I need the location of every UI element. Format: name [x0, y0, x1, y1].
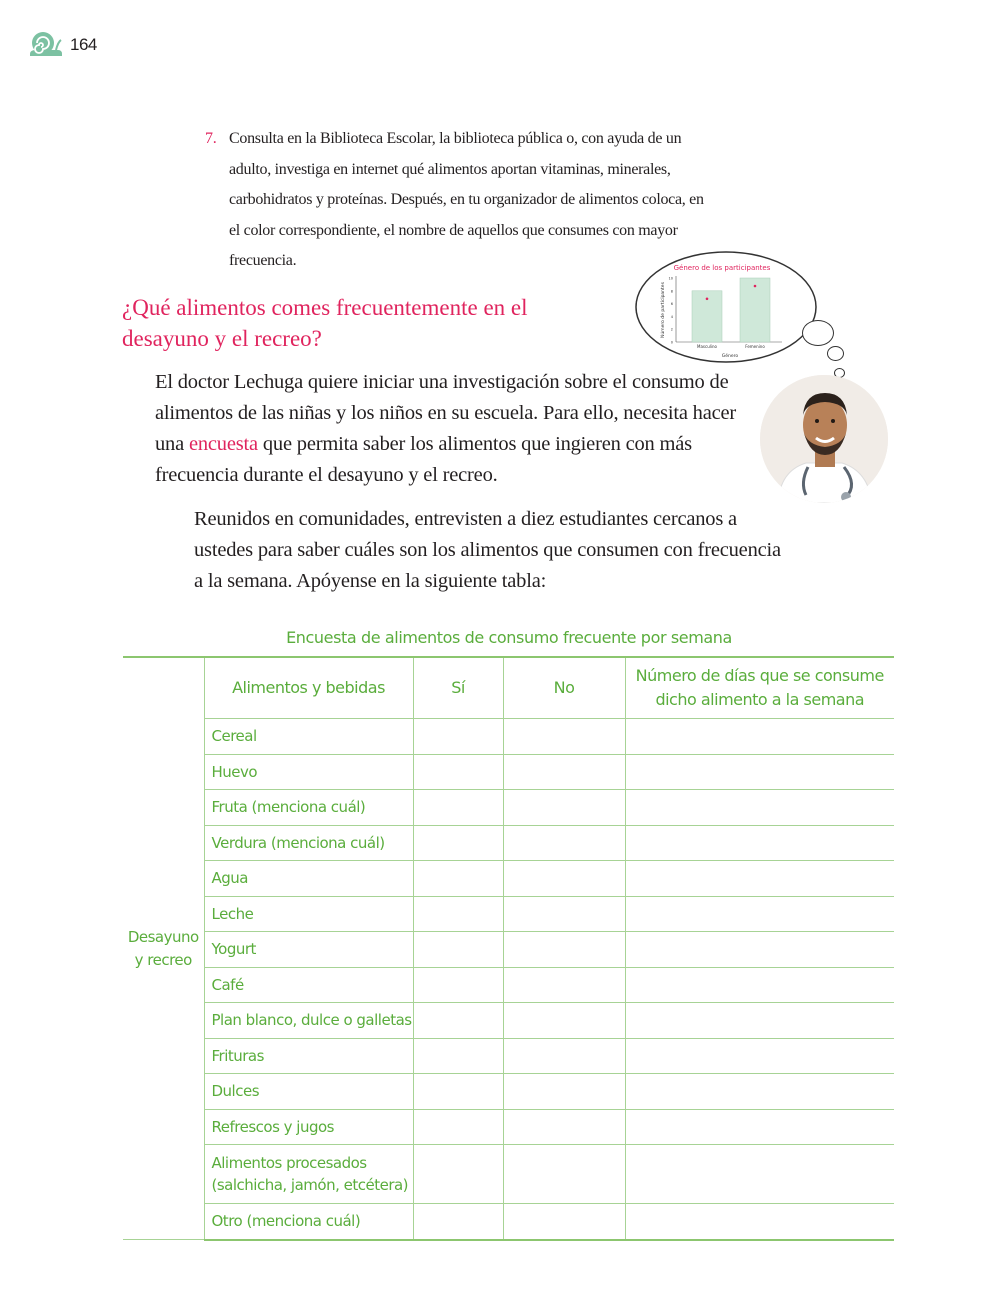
answer-no-cell[interactable]: [503, 1038, 625, 1074]
chart-xlabel: Género: [721, 354, 739, 359]
food-item-label: Alimentos procesados (salchicha, jamón, etcétera): [204, 1145, 413, 1204]
thought-dot-medium: [827, 346, 844, 361]
food-item-label: Cereal: [204, 719, 413, 755]
answer-no-cell[interactable]: [503, 1145, 625, 1204]
encuesta-term: encuesta: [188, 433, 258, 455]
answer-yes-cell[interactable]: [413, 896, 503, 932]
answer-yes-cell[interactable]: [413, 790, 503, 826]
chart-category-label: Masculino: [697, 344, 717, 349]
table-row: [123, 790, 894, 826]
food-item-label: Huevo: [204, 754, 413, 790]
answer-yes-cell[interactable]: [413, 1074, 503, 1110]
answer-yes-cell[interactable]: [413, 1109, 503, 1145]
table-row: [123, 1074, 894, 1110]
answer-no-cell[interactable]: [503, 790, 625, 826]
food-item-label: Plan blanco, dulce o galletas: [204, 1003, 413, 1039]
answer-yes-cell[interactable]: [413, 754, 503, 790]
answer-no-cell[interactable]: [503, 1109, 625, 1145]
answer-no-cell[interactable]: [503, 896, 625, 932]
group-cell: [123, 657, 204, 1240]
table-header-row: [123, 657, 894, 719]
thought-chart: [634, 250, 820, 366]
table-row: [123, 719, 894, 755]
days-count-cell[interactable]: [625, 1145, 894, 1204]
intro-text-after: que permita saber los alimentos que ingieren con más frecuencia durante el desayuno y el recreo.: [155, 433, 692, 486]
food-item-label: Fruta (menciona cuál): [204, 790, 413, 826]
days-count-cell[interactable]: [625, 896, 894, 932]
table-title: Encuesta de alimentos de consumo frecuente por semana: [286, 628, 732, 647]
group-label: Desayuno y recreo: [127, 927, 199, 969]
chart-bar-marker: [754, 285, 757, 288]
table-row: [123, 754, 894, 790]
days-count-cell[interactable]: [625, 861, 894, 897]
answer-no-cell[interactable]: [503, 719, 625, 755]
answer-yes-cell[interactable]: [413, 719, 503, 755]
table-row: [123, 967, 894, 1003]
page-header: [28, 30, 97, 60]
table-row: [123, 1038, 894, 1074]
days-count-cell[interactable]: [625, 967, 894, 1003]
answer-yes-cell[interactable]: [413, 932, 503, 968]
table-row: [123, 861, 894, 897]
food-item-label: Verdura (menciona cuál): [204, 825, 413, 861]
table-row: [123, 825, 894, 861]
food-item-label: Dulces: [204, 1074, 413, 1110]
intro-paragraph: [155, 367, 745, 491]
food-item-label: Leche: [204, 896, 413, 932]
food-item-label: Refrescos y jugos: [204, 1109, 413, 1145]
step-text: Consulta en la Biblioteca Escolar, la biblioteca pública o, con ayuda de un adulto, investiga en internet qué alimentos aportan vitaminas, minerales, carbohidratos y proteínas. Después, en tu organizador de alimentos coloca, en el color correspondiente, el nombre de aquellos que consumes con mayor frecuencia.: [229, 130, 704, 269]
food-item-label: Otro (menciona cuál): [204, 1204, 413, 1240]
answer-no-cell[interactable]: [503, 1003, 625, 1039]
answer-no-cell[interactable]: [503, 861, 625, 897]
table-row: [123, 1109, 894, 1145]
chart-category-label: Femenino: [745, 344, 765, 349]
answer-yes-cell[interactable]: [413, 825, 503, 861]
step-number: 7.: [205, 130, 217, 147]
table-row: [123, 896, 894, 932]
thought-dot-large: [802, 320, 834, 346]
days-count-cell[interactable]: [625, 719, 894, 755]
chart-tick-label: 0: [670, 340, 673, 345]
days-count-cell[interactable]: [625, 1109, 894, 1145]
food-item-label: Yogurt: [204, 932, 413, 968]
table-row: [123, 932, 894, 968]
food-item-label: Frituras: [204, 1038, 413, 1074]
answer-no-cell[interactable]: [503, 1204, 625, 1240]
intro-text-before: El doctor Lechuga quiere iniciar una investigación sobre el consumo de alimentos de las niñas y los niños en su escuela. Para ello, necesita hacer una: [155, 371, 737, 455]
answer-yes-cell[interactable]: [413, 1204, 503, 1240]
table-row: [123, 1204, 894, 1240]
instruction-paragraph: Reunidos en comunidades, entrevisten a diez estudiantes cercanos a ustedes para saber cuáles son los alimentos que consumen con frecuencia a la semana. Apóyense en la siguiente tabla:: [194, 508, 781, 592]
days-count-cell[interactable]: [625, 1038, 894, 1074]
survey-table: [123, 656, 894, 1241]
section-title: ¿Qué alimentos comes frecuentemente en el desayuno y el recreo?: [122, 295, 528, 351]
days-count-cell[interactable]: [625, 754, 894, 790]
answer-yes-cell[interactable]: [413, 1003, 503, 1039]
answer-no-cell[interactable]: [503, 825, 625, 861]
table-row: [123, 1003, 894, 1039]
header-items: Alimentos y bebidas: [204, 657, 413, 719]
header-yes: Sí: [413, 657, 503, 719]
food-item-label: Café: [204, 967, 413, 1003]
days-count-cell[interactable]: [625, 1003, 894, 1039]
table-row: [123, 1145, 894, 1204]
page-number: 164: [70, 35, 97, 54]
days-count-cell[interactable]: [625, 1204, 894, 1240]
answer-no-cell[interactable]: [503, 967, 625, 1003]
answer-yes-cell[interactable]: [413, 1145, 503, 1204]
answer-yes-cell[interactable]: [413, 1038, 503, 1074]
food-item-label: Agua: [204, 861, 413, 897]
thought-bubble: [634, 250, 820, 366]
doctor-avatar: [760, 375, 888, 503]
chart-tick-label: 8: [670, 289, 673, 294]
snail-icon: [28, 30, 64, 60]
chart-tick-label: 4: [670, 314, 673, 319]
chart-title: Género de los participantes: [673, 264, 771, 272]
step-7: [205, 124, 705, 277]
answer-no-cell[interactable]: [503, 754, 625, 790]
answer-yes-cell[interactable]: [413, 861, 503, 897]
chart-tick-label: 6: [670, 302, 673, 307]
days-count-cell[interactable]: [625, 1074, 894, 1110]
days-count-cell[interactable]: [625, 932, 894, 968]
chart-bar-marker: [706, 298, 709, 301]
answer-yes-cell[interactable]: [413, 967, 503, 1003]
chart-ylabel: Número de participantes: [661, 282, 666, 338]
header-no: No: [503, 657, 625, 719]
days-count-cell[interactable]: [625, 825, 894, 861]
answer-no-cell[interactable]: [503, 1074, 625, 1110]
chart-bar: [740, 278, 770, 342]
chart-tick-label: 10: [668, 276, 673, 281]
chart-tick-label: 2: [670, 327, 673, 332]
days-count-cell[interactable]: [625, 790, 894, 826]
header-days: Número de días que se consume dicho alimento a la semana: [625, 657, 894, 719]
answer-no-cell[interactable]: [503, 932, 625, 968]
